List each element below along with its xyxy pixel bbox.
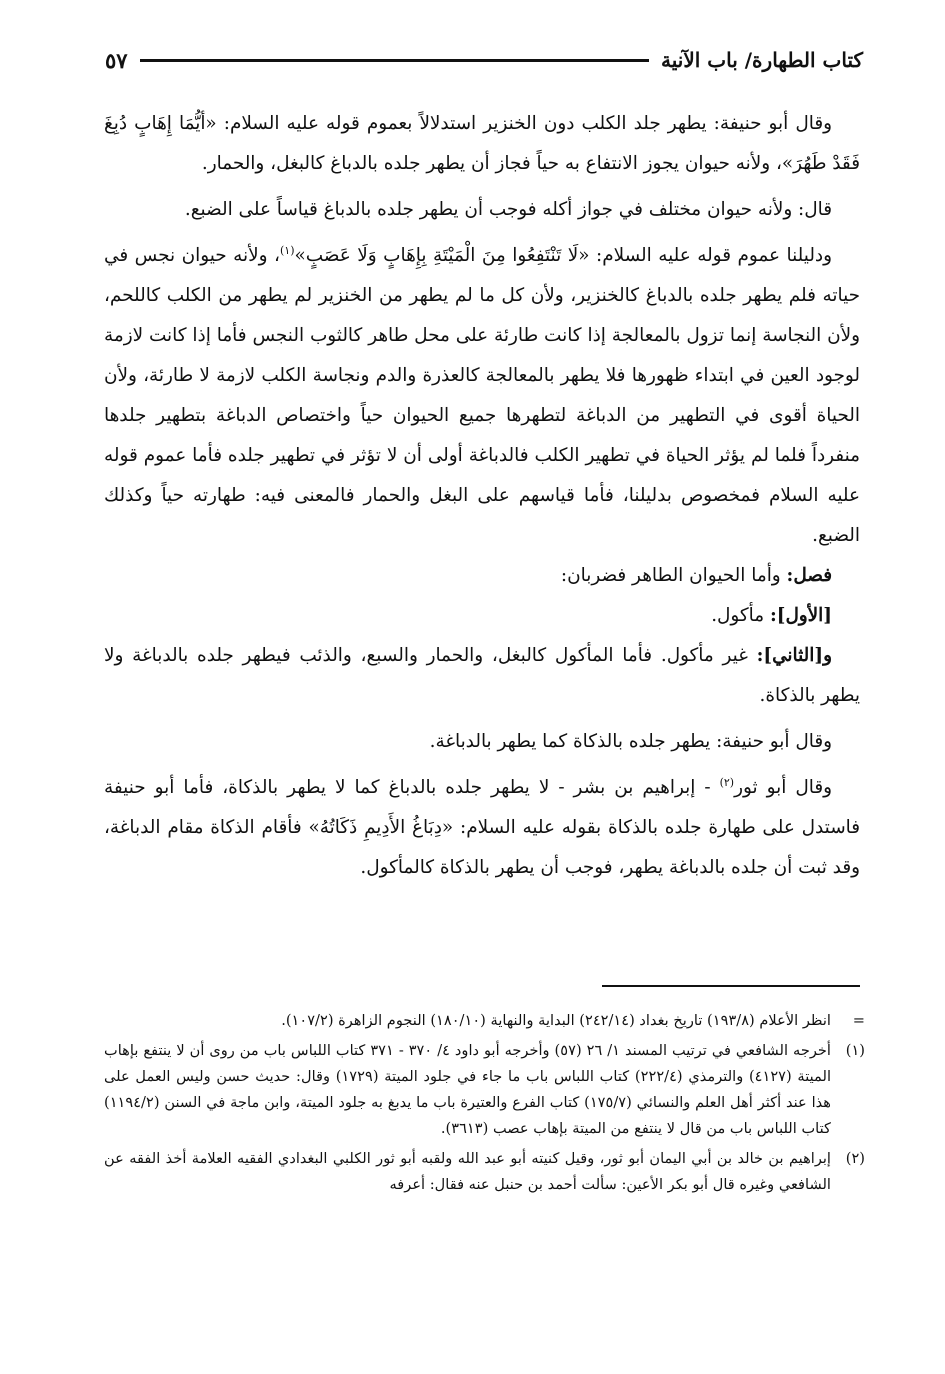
evidence-text-rest: ، ولأنه حيوان نجس في حياته فلم يطهر جلده بالدباغ كالخنزير، ولأن كل ما لم يطهر من الخنزير لم يطهر من الكلب كاللحم، ولأن النجاسة إنما تزول بالمعالجة إذا كانت طارئة على محل طاهر كالثوب النجس فأما إذا كانت لازمة لوجود العين في ابتداء ظهورها فلا يطهر بالمعالجة كالعذرة والدم ونجاسة الكلب لازمة لا طارئة، ولأن الحياة أقوى في التطهير من الدباغة لتطهرها جميع الحيوان حياً واختصاص الدباغة بتطهير جلدها منفرداً فلما لم يؤثر الحياة في تطهير الكلب فالدباغة أولى أن لا تؤثر في تطهير جلده فأما عموم قوله عليه السلام فمخصوص بدليلنا، فأما قياسهم على البغل والحمار فالمعنى فيه: طهارته حياً وكذلك الضبع. [104, 245, 860, 546]
item-second [104, 636, 860, 716]
footnote-ref-1: (١) [279, 243, 295, 257]
footnote-text: إبراهيم بن خالد بن أبي اليمان أبو ثور، وقيل كنيته أبو عبد الله ولقبه أبو ثور الكلبي البغدادي الفقيه العلامة أخذ الفقه عن الشافعي وغيره قال أبو بكر الأعين: سألت أحمد بن حنبل عنه فقال: أعرفه [104, 1150, 831, 1193]
paragraph-abu-hanifa-dhakat: وقال أبو حنيفة: يطهر جلده بالذكاة كما يطهر بالدباغة. [429, 731, 832, 752]
footnote-continuation [104, 1008, 865, 1034]
second-text: غير مأكول. فأما المأكول كالبغل، والحمار والسبع، والذئب فيطهر جلده بالدباغة ولا يطهر بالذكاة. [104, 645, 860, 706]
paragraph-evidence [104, 236, 860, 556]
footnote-ref-2: (٢) [719, 775, 735, 789]
footnote-text: أخرجه الشافعي في ترتيب المسند ١/ ٢٦ (٥٧) وأخرجه أبو داود ٤/ ٣٧٠ - ٣٧١ كتاب اللباس باب من روى أن لا ينتفع بإهاب الميتة (٤١٢٧) والترمذي (٢٢٢/٤) كتاب اللباس باب ما جاء في جلود الميتة (١٧٢٩) وقال: حديث حسن وليس العمل على هذا عند أكثر أهل العلم والنسائي (١٧٥/٧) كتاب الفرع والعتيرة باب ما يدبغ به جلود الميتة، وابن ماجة في السنن (١١٩٤/٢) كتاب اللباس باب من قال لا ينتفع من الميتة بإهاب عصب (٣٦١٣). [104, 1042, 832, 1137]
second-prefix: و [823, 645, 832, 666]
paragraph-qala: قال: ولأنه حيوان مختلف في جواز أكله فوجب أن يطهر جلده بالدباغ قياساً على الضبع. [184, 199, 832, 220]
fasl-label: فصل: [786, 565, 832, 586]
section-fasl [104, 556, 860, 596]
fasl-text: وأما الحيوان الطاهر فضربان: [560, 565, 787, 586]
footnote-separator [602, 985, 860, 987]
footnote-marker: (٢) [845, 1150, 865, 1167]
footnote-2 [104, 1146, 865, 1198]
second-label: [الثاني]: [756, 645, 824, 666]
footnote-1 [104, 1038, 865, 1142]
running-header [105, 42, 863, 78]
evidence-text-start: ودليلنا عموم قوله عليه السلام: «لَا تَنْتَفِعُوا مِنَ الْمَيْتَةِ بِإِهَابٍ وَلَا عَصَبٍ» [294, 245, 832, 266]
paragraph-abu-hanifa: وقال أبو حنيفة: يطهر جلد الكلب دون الخنزير استدلالاً بعموم قوله عليه السلام: «أيُّمَا إِهَابٍ دُبِغَ فَقَدْ طَهُرَ»، ولأنه حيوان يجوز الانتفاع به حياً فجاز أن يطهر جلده بالدباغ كالبغل، والحمار. [104, 113, 860, 174]
footnotes [104, 1008, 865, 1202]
footnote-marker: (١) [845, 1042, 865, 1059]
main-text [104, 104, 860, 888]
item-first [104, 596, 860, 636]
paragraph-abu-thawr [104, 768, 860, 888]
abu-thawr-text-start: وقال أبو ثور [734, 777, 832, 798]
header-rule [140, 59, 649, 62]
footnote-marker: = [852, 1012, 865, 1029]
page-number: ٥٧ [105, 47, 128, 73]
first-label: [الأول]: [769, 605, 832, 626]
chapter-title: كتاب الطهارة/ باب الآنية [661, 48, 863, 72]
first-text: مأكول. [711, 605, 770, 626]
abu-thawr-text-rest: - إبراهيم بن بشر - لا يطهر جلده بالدباغ كما لا يطهر بالذكاة، فأما أبو حنيفة فاستدل على طهارة جلده بالذكاة بقوله عليه السلام: «دِبَاغُ الأَدِيمِ ذَكَاتُهُ» فأقام الذكاة مقام الدباغة، وقد ثبت أن جلده بالدباغة يطهر، فوجب أن يطهر بالذكاة كالمأكول. [104, 777, 860, 878]
footnote-text: انظر الأعلام (١٩٣/٨) تاريخ بغداد (٢٤٢/١٤) البداية والنهاية (١٨٠/١٠) النجوم الزاهرة (١٠٧/٢). [281, 1012, 831, 1029]
